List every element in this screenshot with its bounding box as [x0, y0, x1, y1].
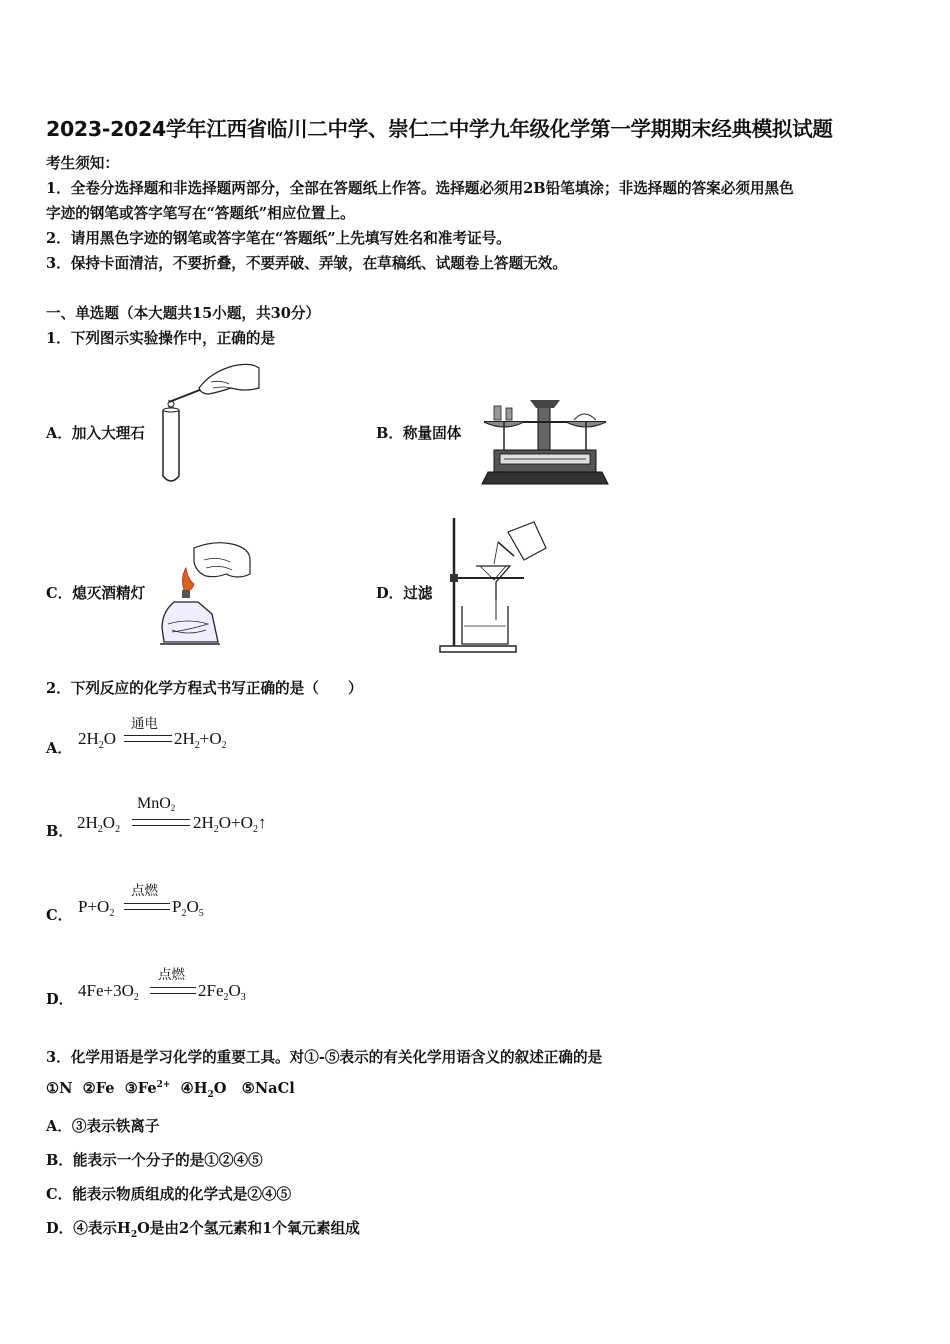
question-3-stem: 3．化学用语是学习化学的重要工具。对①-⑤表示的有关化学用语含义的叙述正确的是: [46, 1049, 603, 1066]
q1-option-b[interactable]: B．称量固体: [376, 425, 462, 442]
notice-item-1a: 1．全卷分选择题和非选择题两部分，全部在答题纸上作答。选择题必须用2B铅笔填涂；非选择题的答案必须用黑色: [46, 180, 794, 197]
chemical-symbols: ①N ②Fe $③Fe^{2+}$ $④H_2O$ ⑤NaCl: [46, 1080, 295, 1100]
test-tube-marble-illustration: [155, 358, 265, 490]
notice-item-2: 2．请用黑色字迹的钢笔或答字笔在“答题纸”上先填写姓名和准考证号。: [46, 230, 511, 247]
equation-a-condition: 通电: [131, 716, 158, 731]
question-2-stem: 2．下列反应的化学方程式书写正确的是（ ）: [46, 680, 363, 697]
equation-c-equals: [124, 903, 170, 910]
q1-option-d[interactable]: D．过滤: [376, 585, 433, 602]
q3-option-a[interactable]: A．③表示铁离子: [46, 1118, 160, 1135]
q2-option-a[interactable]: A．: [46, 740, 72, 757]
equation-c-condition: 点燃: [131, 883, 158, 898]
equation-a-left: $2H_2O$: [78, 729, 117, 751]
alcohol-lamp-illustration: [158, 540, 258, 652]
q2-option-d[interactable]: D．: [46, 991, 74, 1008]
notice-item-1b: 字迹的钢笔或答字笔写在“答题纸”相应位置上。: [46, 205, 355, 222]
page-title: 2023-2024学年江西省临川二中学、崇仁二中学九年级化学第一学期期末经典模拟试题: [46, 117, 833, 141]
equation-b-equals: [132, 819, 190, 826]
q1-option-c[interactable]: C．熄灭酒精灯: [46, 585, 146, 602]
equation-d-condition: 点燃: [158, 967, 185, 982]
notice-heading: 考生须知：: [46, 155, 119, 172]
q2-option-c[interactable]: C．: [46, 907, 73, 924]
notice-item-3: 3．保持卡面清洁，不要折叠，不要弄破、弄皱，在草稿纸、试题卷上答题无效。: [46, 255, 567, 272]
q3-option-d[interactable]: D．④表示$H_2O$是由2个氢元素和1个氧元素组成: [46, 1220, 360, 1240]
equation-d-equals: [150, 987, 196, 994]
equation-b-catalyst: MnO$_2$: [137, 795, 176, 813]
equation-c-right: $P_2O_5$: [172, 897, 204, 919]
equation-d-left: $4Fe+3O_2$: [78, 981, 139, 1003]
equation-b-right: $2H_2O+O_2↑$: [193, 813, 267, 835]
equation-d-right: $2Fe_2O_3$: [198, 981, 246, 1003]
filtration-illustration: [438, 516, 552, 656]
equation-a-equals: [124, 735, 172, 742]
q3-option-c[interactable]: C．能表示物质组成的化学式是②④⑤: [46, 1186, 292, 1203]
balance-scale-illustration: [478, 392, 612, 486]
section-heading: 一、单选题（本大题共15小题，共30分）: [46, 305, 321, 322]
equation-c-left: $P+O_2$: [78, 897, 115, 919]
q3-option-b[interactable]: B．能表示一个分子的是①②④⑤: [46, 1152, 263, 1169]
equation-b-left: $2H_2O_2$: [77, 813, 121, 835]
question-1-stem: 1．下列图示实验操作中，正确的是: [46, 330, 276, 347]
equation-a-right: $2H_2+O_2$: [174, 729, 227, 751]
q1-option-a[interactable]: A．加入大理石: [46, 425, 145, 442]
q2-option-b[interactable]: B．: [46, 823, 73, 840]
